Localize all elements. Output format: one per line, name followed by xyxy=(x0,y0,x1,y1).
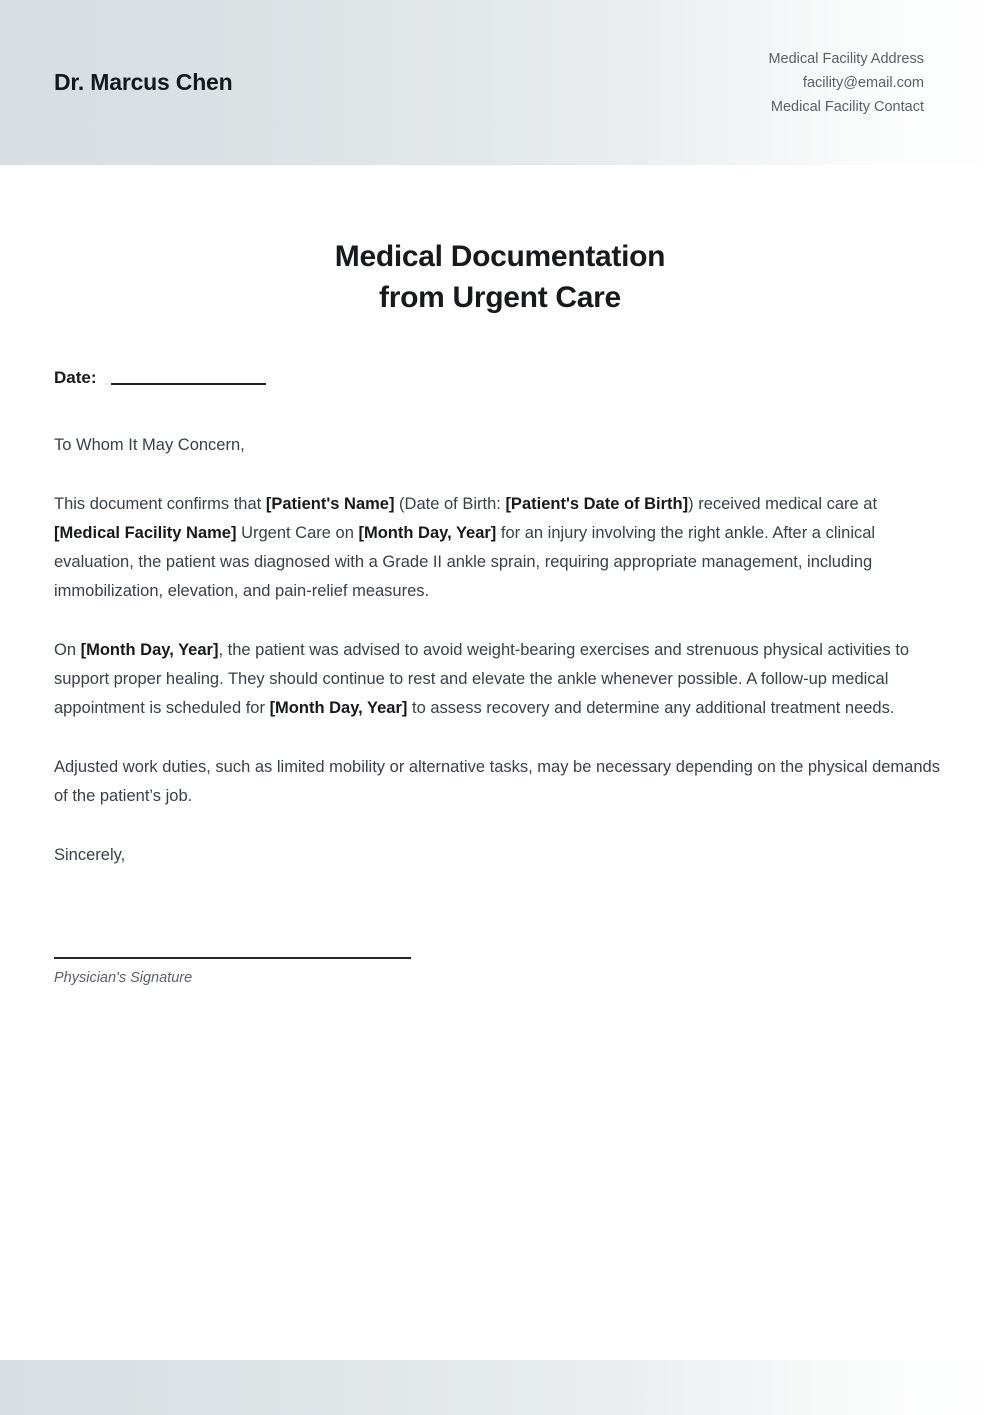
body-paragraph-2: On [Month Day, Year], the patient was advised to avoid weight-bearing exercises and strenuous physical activities to support proper healing. They should continue to rest and elevate the ankle whenever possible. A follow-up medical appointment is scheduled for [Month Day, Year] to assess recovery and determine any additional treatment needs. xyxy=(54,641,910,717)
body-paragraph-3: Adjusted work duties, such as limited mobility or alternative tasks, may be necessary depending on the physical demands of the patient’s job. xyxy=(54,758,940,805)
facility-contact-block xyxy=(768,47,924,119)
closing: Sincerely, xyxy=(54,846,126,864)
facility-email: facility@email.com xyxy=(802,74,924,91)
date-row xyxy=(54,368,946,388)
document-title-line2: from Urgent Care xyxy=(379,281,621,314)
document-title xyxy=(54,236,946,318)
salutation: To Whom It May Concern, xyxy=(54,436,245,454)
facility-contact: Medical Facility Contact xyxy=(770,98,924,115)
letterhead-header xyxy=(0,0,1000,165)
signature-caption: Physician's Signature xyxy=(54,970,193,986)
letterhead-footer xyxy=(0,1360,1000,1415)
signature-blank-line xyxy=(54,957,411,959)
letter-body xyxy=(0,236,1000,986)
date-blank-line xyxy=(111,383,266,385)
date-label: Date: xyxy=(54,368,97,387)
body-paragraph-1: This document confirms that [Patient's Name] (Date of Birth: [Patient's Date of Birth]) received medical care at [Medical Facility Name] Urgent Care on [Month Day, Year] for an injury involving the right ankle. After a clinical evaluation, the patient was diagnosed with a Grade II ankle sprain, requiring appropriate management, including immobilization, elevation, and pain-relief measures. xyxy=(54,495,878,600)
physician-name: Dr. Marcus Chen xyxy=(54,69,233,95)
document-title-line1: Medical Documentation xyxy=(334,240,666,273)
facility-address: Medical Facility Address xyxy=(768,50,924,67)
